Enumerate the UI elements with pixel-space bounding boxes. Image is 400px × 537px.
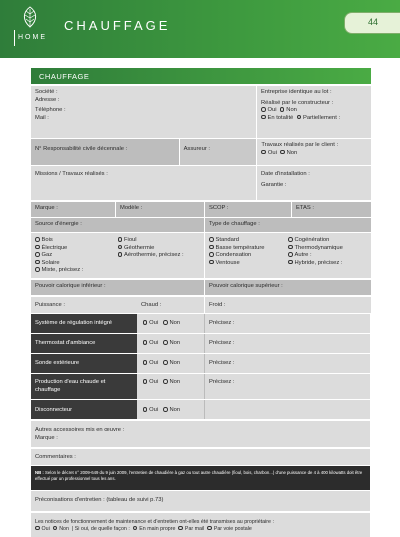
scop-field[interactable]: SCOP : bbox=[205, 202, 291, 217]
source-energie-header: Source d'énergie : bbox=[31, 218, 204, 232]
travaux-client-block: Travaux réalisés par le client : Oui Non bbox=[257, 139, 371, 165]
commentaires-field[interactable]: Commentaires : bbox=[31, 449, 370, 465]
autre-radio[interactable] bbox=[288, 252, 293, 257]
electrique-radio[interactable] bbox=[35, 245, 40, 250]
equipment-label: Disconnecteur bbox=[31, 400, 137, 419]
equipment-non-radio[interactable] bbox=[163, 360, 168, 365]
notices-oui-radio[interactable] bbox=[35, 526, 40, 531]
basse-temperature-radio[interactable] bbox=[209, 245, 214, 250]
equipment-precisez-field[interactable]: Précisez : bbox=[204, 354, 370, 373]
standard-radio[interactable] bbox=[209, 237, 214, 242]
oui-radio[interactable] bbox=[261, 107, 266, 112]
equipment-precisez-field[interactable]: Précisez : bbox=[204, 374, 370, 399]
adresse-label: Adresse : bbox=[35, 96, 60, 103]
aerothermie-radio[interactable] bbox=[118, 252, 123, 257]
source-options: Bois Électrique Gaz Solaire Mixte, précisez : Fioul Géothermie Aérothermie, précisez : bbox=[31, 233, 204, 278]
date-garantie-block bbox=[257, 166, 371, 200]
page-title: CHAUFFAGE bbox=[64, 18, 171, 33]
equipment-label: Thermostat d'ambiance bbox=[31, 334, 137, 353]
chaud-field[interactable]: Chaud : bbox=[137, 297, 204, 313]
home-logo bbox=[14, 6, 54, 52]
solaire-radio[interactable] bbox=[35, 260, 40, 265]
client-non-radio[interactable] bbox=[280, 150, 285, 155]
bois-radio[interactable] bbox=[35, 237, 40, 242]
date-installation-label: Date d'installation : bbox=[261, 171, 310, 177]
condensation-radio[interactable] bbox=[209, 252, 214, 257]
cogeneration-radio[interactable] bbox=[288, 237, 293, 242]
etas-field[interactable]: ETAS : bbox=[292, 202, 371, 217]
mail-label: Mail : bbox=[35, 114, 49, 121]
par-mail-radio[interactable] bbox=[178, 526, 183, 531]
equipment-options: Oui Non bbox=[137, 354, 204, 373]
identique-label: Entreprise identique au lot : bbox=[261, 89, 332, 95]
equipment-non-radio[interactable] bbox=[163, 379, 168, 384]
equipment-options: Oui Non bbox=[137, 400, 204, 419]
ventouse-radio[interactable] bbox=[209, 260, 214, 265]
preconisations-field[interactable]: Préconisations d'entretien : (tableau de suivi p.73) bbox=[31, 491, 370, 511]
mixte-radio[interactable] bbox=[35, 267, 40, 272]
notices-question: Les notices de fonctionnement de maintenance et d'entretien ont-elles été transmises au propriétaire : bbox=[35, 519, 274, 525]
geothermie-radio[interactable] bbox=[118, 245, 123, 250]
leaf-logo-icon bbox=[20, 6, 40, 28]
company-block bbox=[31, 86, 256, 138]
equipment-label: Système de régulation intégré bbox=[31, 314, 137, 333]
client-oui-radio[interactable] bbox=[261, 150, 266, 155]
equipment-options: Oui Non bbox=[137, 374, 204, 399]
page-header bbox=[0, 0, 400, 58]
totalite-radio[interactable] bbox=[261, 115, 266, 120]
fioul-radio[interactable] bbox=[118, 237, 123, 242]
equipment-oui-radio[interactable] bbox=[143, 379, 148, 384]
thermodynamique-radio[interactable] bbox=[288, 245, 293, 250]
responsabilite-field[interactable]: N° Responsabilité civile décennale : bbox=[31, 139, 179, 165]
legal-note: NB : Selon le décret n° 2009-649 du 9 juin 2009, l'entretien de chaudière à gaz ou tout autre chaudière (fioul, bois, charbon...) d'une puissance de 4 à 400 kilowatts doit être effectué par un professionnel tous les ans. bbox=[31, 466, 370, 490]
equipment-oui-radio[interactable] bbox=[143, 360, 148, 365]
marque-field[interactable]: Marque : bbox=[31, 202, 115, 217]
modele-field[interactable]: Modèle : bbox=[116, 202, 204, 217]
form-body bbox=[31, 68, 371, 537]
equipment-precisez-field[interactable]: Précisez : bbox=[204, 314, 370, 333]
voie-postale-radio[interactable] bbox=[207, 526, 212, 531]
type-options: Standard Basse température Condensation Ventouse Cogénération Thermodynamique Autre : Hybride, précisez : bbox=[205, 233, 371, 278]
batch-block: Entreprise identique au lot : Réalisé par le constructeur : Oui Non En totalité Partiellement : bbox=[257, 86, 371, 138]
page-number: 44 bbox=[367, 17, 378, 27]
pouvoir-superieur-field[interactable]: Pouvoir calorique supérieur : bbox=[205, 280, 371, 295]
equipment-oui-radio[interactable] bbox=[143, 407, 148, 412]
page-number-tab bbox=[344, 12, 400, 34]
non-radio[interactable] bbox=[280, 107, 285, 112]
garantie-label: Garantie : bbox=[261, 181, 287, 188]
equipment-options: Oui Non bbox=[137, 334, 204, 353]
equipment-empty-cell bbox=[204, 400, 370, 419]
partiellement-radio[interactable] bbox=[297, 115, 302, 120]
missions-field[interactable]: Missions / Travaux réalisés : bbox=[31, 166, 256, 200]
puissance-field[interactable]: Puissance : bbox=[31, 297, 137, 313]
type-chauffage-header: Type de chauffage : bbox=[205, 218, 371, 232]
notices-non-radio[interactable] bbox=[53, 526, 58, 531]
hybride-radio[interactable] bbox=[288, 260, 293, 265]
main-propre-radio[interactable] bbox=[133, 526, 138, 531]
notices-block: Les notices de fonctionnement de maintenance et d'entretien ont-elles été transmises au propriétaire : Oui Non | Si oui, de quelle façon : En main propre Par mail Par voie postale bbox=[31, 513, 370, 537]
equipment-oui-radio[interactable] bbox=[143, 320, 148, 325]
assureur-field[interactable]: Assureur : bbox=[180, 139, 257, 165]
pouvoir-inferieur-field[interactable]: Pouvoir calorique inférieur : bbox=[31, 280, 204, 295]
gaz-radio[interactable] bbox=[35, 252, 40, 257]
equipment-non-radio[interactable] bbox=[163, 320, 168, 325]
equipment-non-radio[interactable] bbox=[163, 340, 168, 345]
accessoires-field[interactable]: Autres accessoires mis en œuvre : Marque : bbox=[31, 421, 370, 447]
realise-label: Réalisé par le constructeur : bbox=[261, 99, 334, 106]
equipment-label: Sonde extérieure bbox=[31, 354, 137, 373]
equipment-label: Production d'eau chaude et chauffage bbox=[31, 374, 137, 399]
froid-field[interactable]: Froid : bbox=[205, 297, 371, 313]
section-title: CHAUFFAGE bbox=[31, 68, 371, 84]
societe-label: Société : bbox=[35, 89, 58, 95]
telephone-label: Téléphone : bbox=[35, 107, 66, 114]
equipment-oui-radio[interactable] bbox=[143, 340, 148, 345]
equipment-precisez-field[interactable]: Précisez : bbox=[204, 334, 370, 353]
brand-name: HOME bbox=[18, 34, 47, 41]
equipment-non-radio[interactable] bbox=[163, 407, 168, 412]
equipment-options: Oui Non bbox=[137, 314, 204, 333]
